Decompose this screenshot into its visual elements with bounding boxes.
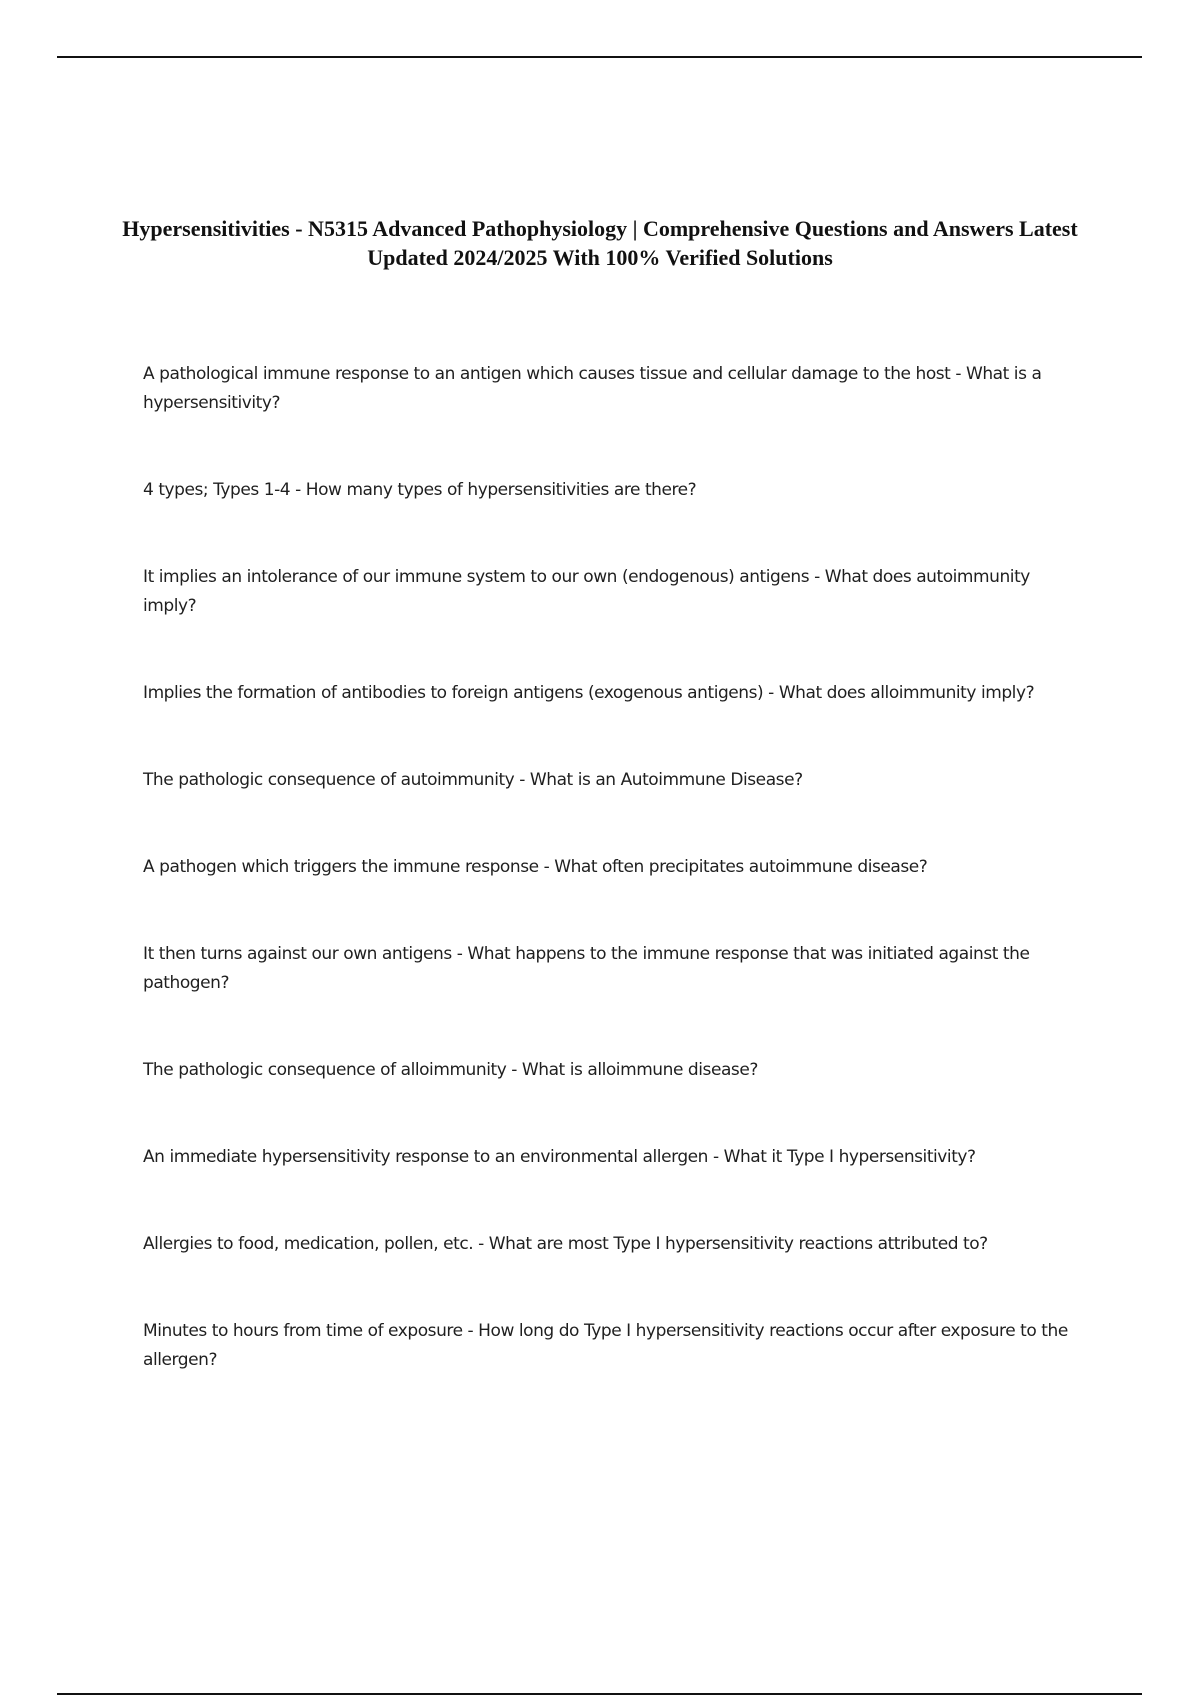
qa-item: Minutes to hours from time of exposure - How long do Type I hypersensitivity reactions occur after exposure to the allergen? <box>143 1321 1068 1370</box>
qa-item: A pathogen which triggers the immune response - What often precipitates autoimmune disease? <box>143 857 928 877</box>
qa-item: Allergies to food, medication, pollen, etc. - What are most Type I hypersensitivity reactions attributed to? <box>143 1234 988 1254</box>
header-divider <box>57 56 1142 58</box>
qa-item: The pathologic consequence of alloimmunity - What is alloimmune disease? <box>143 1060 758 1080</box>
footer-divider <box>57 1693 1142 1695</box>
document-title: Hypersensitivities - N5315 Advanced Pathophysiology | Comprehensive Questions and Answers Latest Updated 2024/2025 With 100% Verified Solutions <box>122 216 1078 270</box>
qa-item: 4 types; Types 1-4 - How many types of hypersensitivities are there? <box>143 480 697 500</box>
qa-item: It implies an intolerance of our immune system to our own (endogenous) antigens - What does autoimmunity imply? <box>143 567 1030 616</box>
qa-item: An immediate hypersensitivity response to an environmental allergen - What it Type I hypersensitivity? <box>143 1147 976 1167</box>
qa-item: It then turns against our own antigens - What happens to the immune response that was initiated against the pathogen? <box>143 944 1030 993</box>
qa-item: A pathological immune response to an antigen which causes tissue and cellular damage to the host - What is a hypersensitivity? <box>143 364 1042 413</box>
qa-list <box>143 360 1073 1375</box>
qa-item: Implies the formation of antibodies to foreign antigens (exogenous antigens) - What does alloimmunity imply? <box>143 683 1035 703</box>
qa-item: The pathologic consequence of autoimmunity - What is an Autoimmune Disease? <box>143 770 803 790</box>
